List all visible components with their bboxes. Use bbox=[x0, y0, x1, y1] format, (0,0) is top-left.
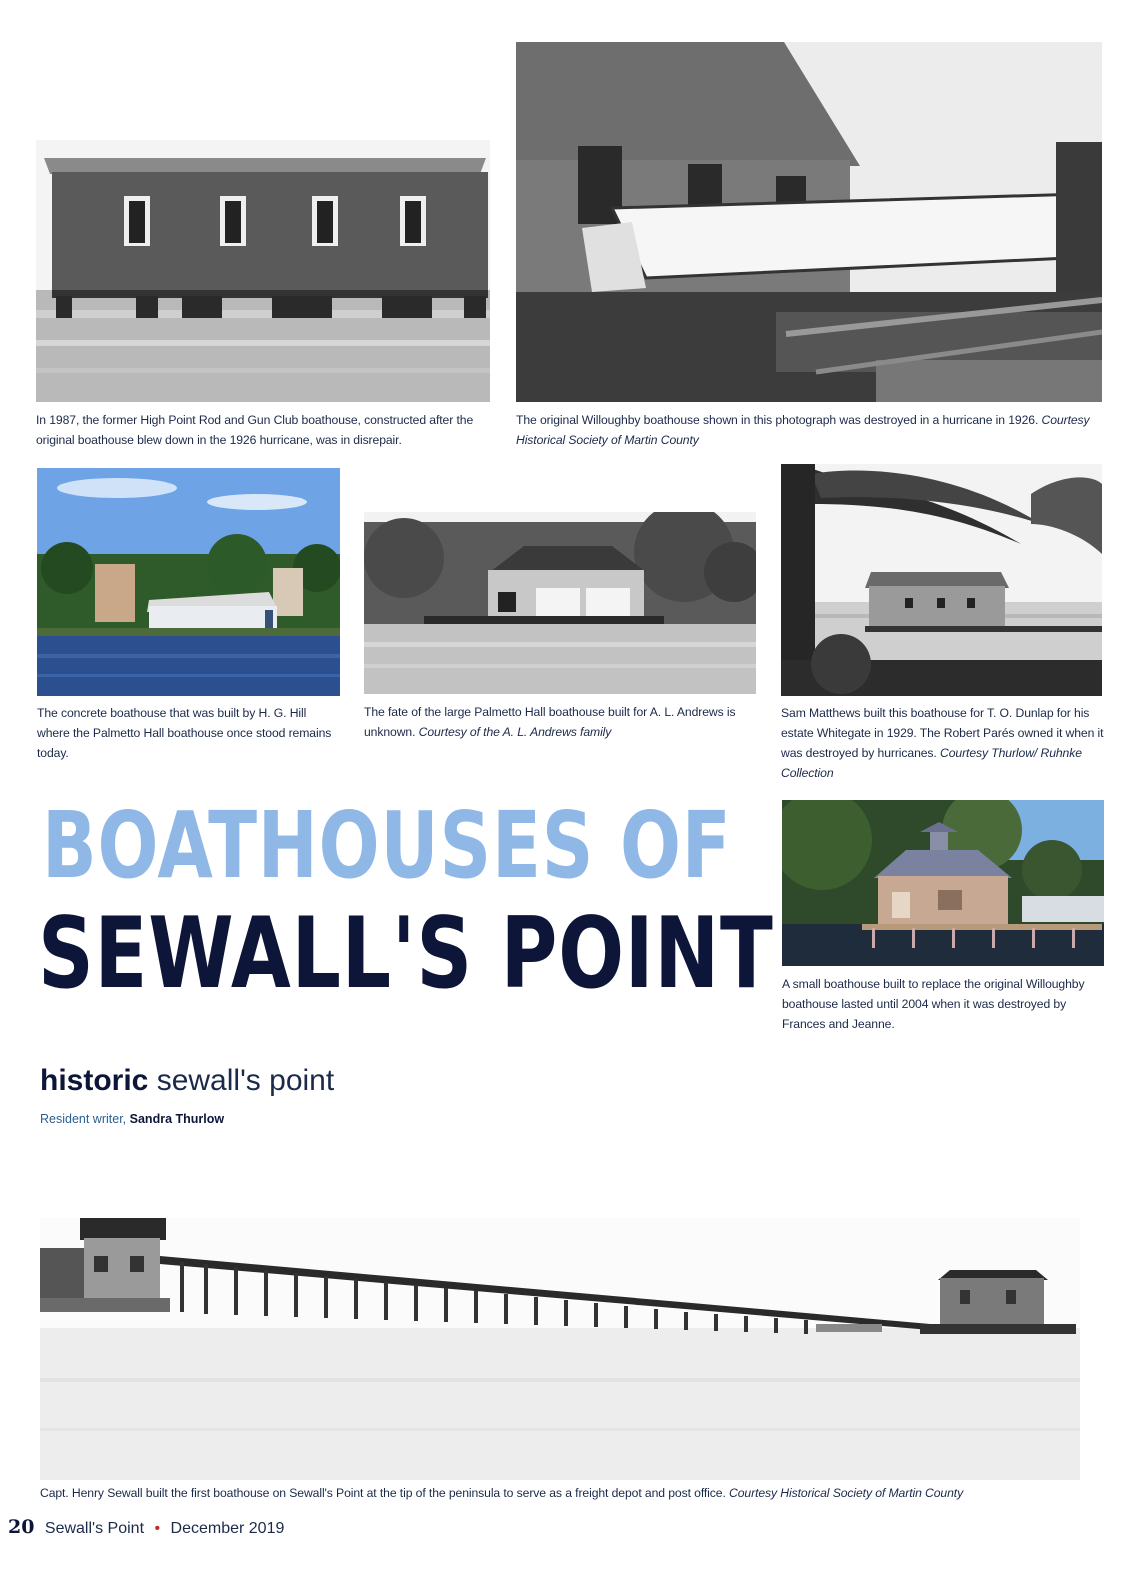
photo-replacement-willoughby-boathouse bbox=[782, 800, 1104, 966]
page-number: 20 bbox=[8, 1516, 35, 1538]
headline-line-2: SEWALL'S POINT bbox=[38, 897, 774, 1011]
photo-sewall-pier-panorama bbox=[40, 1218, 1080, 1480]
photo-high-point-boathouse bbox=[36, 140, 490, 402]
caption-concrete: The concrete boathouse that was built by H. G. Hill where the Palmetto Hall boathouse once stood remains today. bbox=[37, 706, 332, 760]
caption-high-point: In 1987, the former High Point Rod and Gun Club boathouse, constructed after the original boathouse blew down in the 1926 hurricane, was in disrepair. bbox=[36, 413, 474, 447]
byline-prefix: Resident writer, bbox=[40, 1112, 127, 1126]
caption-replacement-willoughby: A small boathouse built to replace the original Willoughby boathouse lasted until 2004 when it was destroyed by Frances and Jeanne. bbox=[782, 977, 1085, 1031]
issue-date: December 2019 bbox=[170, 1520, 285, 1537]
publication-name: Sewall's Point bbox=[44, 1520, 145, 1537]
page-footer bbox=[8, 1516, 284, 1538]
photo-palmetto-hall-boathouse bbox=[364, 512, 756, 694]
photo-willoughby-boathouse bbox=[516, 42, 1102, 402]
photo-concrete-boathouse bbox=[37, 468, 340, 696]
footer-separator: • bbox=[154, 1520, 161, 1537]
headline-line-1: BOATHOUSES OF bbox=[42, 792, 732, 899]
caption-willoughby: The original Willoughby boathouse shown in this photograph was destroyed in a hurricane in 1926. Courtesy Historical Society of Martin County bbox=[516, 413, 1090, 447]
byline-author: Sandra Thurlow bbox=[129, 1112, 225, 1126]
section-header-rest: sewall's point bbox=[156, 1064, 335, 1097]
caption-whitegate: Sam Matthews built this boathouse for T. O. Dunlap for his estate Whitegate in 1929. The Robert Parés owned it when it was destroyed by hurricanes. Courtesy Thurlow/ Ruhnke Collection bbox=[781, 706, 1104, 780]
byline bbox=[40, 1112, 224, 1126]
section-header-bold: historic bbox=[40, 1064, 149, 1097]
photo-whitegate-boathouse bbox=[781, 464, 1102, 696]
caption-sewall-pier: Capt. Henry Sewall built the first boathouse on Sewall's Point at the tip of the peninsula to serve as a freight depot and post office. Courtesy Historical Society of Martin County bbox=[40, 1486, 964, 1500]
caption-palmetto: The fate of the large Palmetto Hall boathouse built for A. L. Andrews is unknown. Courtesy of the A. L. Andrews family bbox=[364, 705, 736, 739]
section-header bbox=[40, 1064, 334, 1098]
